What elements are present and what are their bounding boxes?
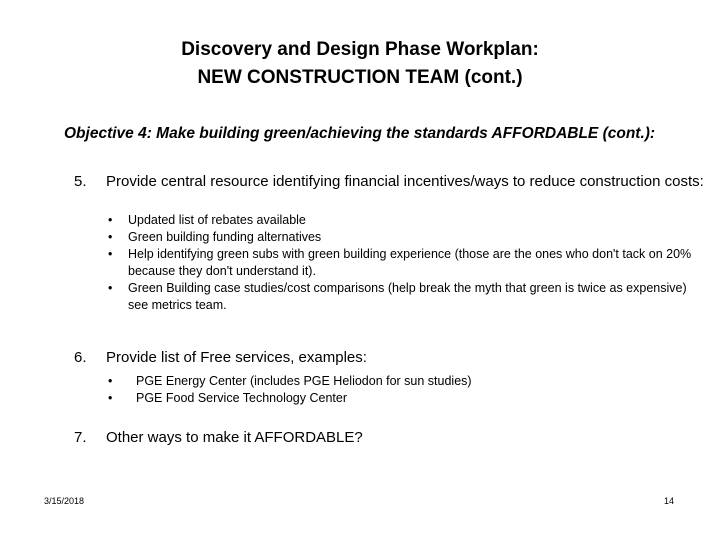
bullet-icon: • — [108, 281, 113, 295]
bullet-icon: • — [108, 247, 113, 261]
slide-title-line-1: Discovery and Design Phase Workplan: — [181, 39, 539, 60]
bullet-text: Green Building case studies/cost comparisons (help break the myth that green is twice as expensive) see metrics team. — [128, 281, 687, 312]
page-number: 14 — [664, 496, 675, 506]
list-item — [108, 280, 698, 314]
bullet-text: PGE Energy Center (includes PGE Heliodon for sun studies) — [136, 374, 472, 388]
item-number: 5. — [74, 173, 87, 190]
bullet-icon: • — [108, 391, 113, 405]
bullet-text: PGE Food Service Technology Center — [136, 391, 347, 405]
bullet-text: Help identifying green subs with green building experience (those are the ones who don't tack on 20% because they don't understand it). — [128, 247, 692, 278]
list-item — [108, 246, 698, 280]
item-text: Provide list of Free services, examples: — [106, 349, 367, 366]
list-item — [108, 373, 698, 390]
footer-date: 3/15/2018 — [44, 496, 85, 506]
item-number: 6. — [74, 349, 87, 366]
bullet-text: Updated list of rebates available — [128, 213, 306, 227]
list-item — [108, 229, 698, 246]
item-5-bullet-list — [108, 212, 698, 314]
bullet-icon: • — [108, 230, 113, 244]
slide-title-line-2: NEW CONSTRUCTION TEAM (cont.) — [197, 67, 523, 88]
item-number: 7. — [74, 429, 87, 446]
bullet-icon: • — [108, 213, 113, 227]
list-item — [108, 390, 698, 407]
item-6-bullet-list — [108, 373, 698, 407]
item-text: Other ways to make it AFFORDABLE? — [106, 429, 363, 446]
list-item — [108, 212, 698, 229]
item-text: Provide central resource identifying financial incentives/ways to reduce construction costs: — [106, 173, 704, 190]
objective-heading: Objective 4: Make building green/achieving the standards AFFORDABLE (cont.): — [64, 125, 656, 142]
bullet-icon: • — [108, 374, 113, 388]
bullet-text: Green building funding alternatives — [128, 230, 322, 244]
